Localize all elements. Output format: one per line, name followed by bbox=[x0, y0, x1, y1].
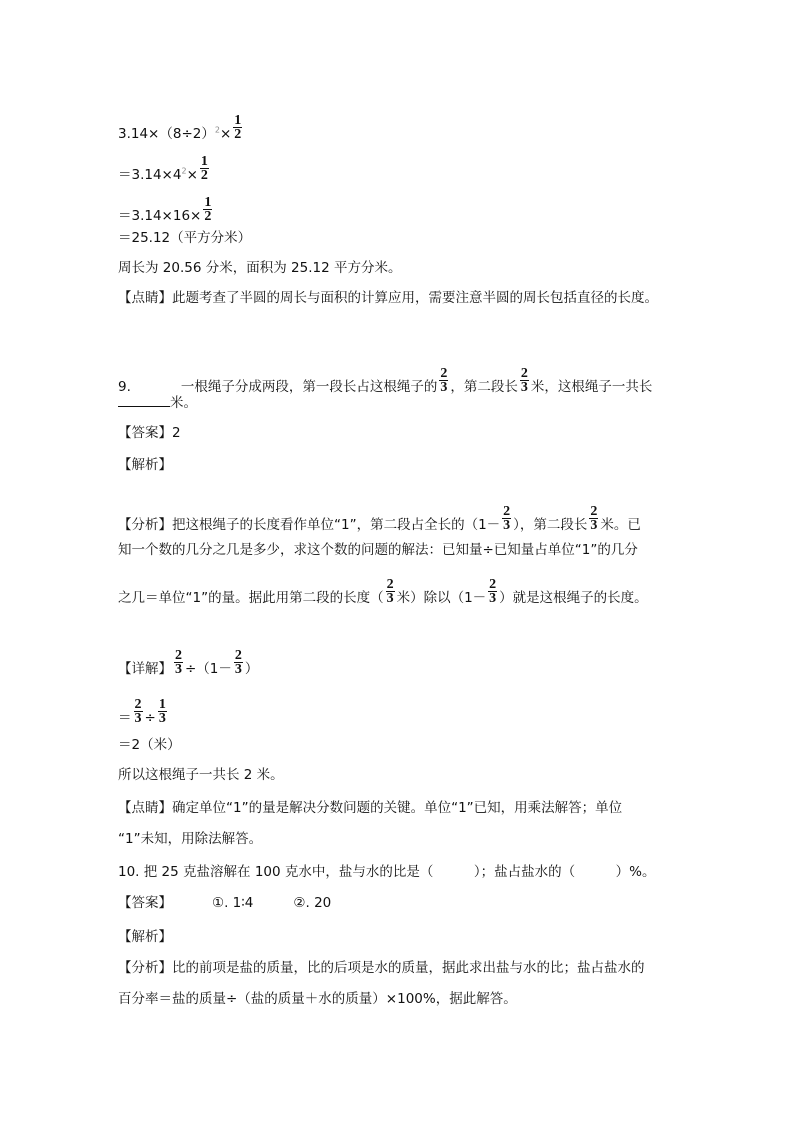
q10-question: 10. 把 25 克盐溶解在 100 克水中，盐与水的比是（ ）；盐占盐水的（ ）%。 bbox=[118, 864, 656, 880]
text: 之几＝单位“1”的量。据此用第二段的长度（ bbox=[118, 590, 384, 606]
calc-line-1 bbox=[118, 114, 244, 142]
numerator: 2 bbox=[489, 577, 497, 592]
denominator: 3 bbox=[503, 518, 511, 533]
fraction-two-thirds bbox=[234, 649, 243, 676]
calc-line-3 bbox=[118, 196, 214, 224]
text: 米。已 bbox=[600, 517, 641, 533]
fraction-half bbox=[203, 196, 212, 223]
calc-line-2 bbox=[118, 155, 211, 183]
denominator: 3 bbox=[590, 518, 598, 533]
q9-tip-1: 【点睛】确定单位“1”的量是解决分数问题的关键。单位“1”已知，用乘法解答；单位 bbox=[118, 800, 623, 816]
text: 米。 bbox=[170, 395, 197, 411]
q9-answer: 【答案】2 bbox=[118, 425, 181, 441]
exponent: 2 bbox=[181, 166, 187, 176]
text: 【详解】 bbox=[118, 661, 172, 677]
q9-analysis-2: 知一个数的几分之几是多少，求这个数的问题的解法：已知量÷已知量占单位“1”的几分 bbox=[118, 542, 638, 558]
numerator: 2 bbox=[590, 504, 598, 519]
denominator: 3 bbox=[158, 711, 166, 726]
numerator: 2 bbox=[234, 648, 242, 663]
answer-2: ②. 20 bbox=[293, 895, 332, 911]
numerator: 2 bbox=[520, 366, 528, 381]
text: × bbox=[219, 126, 232, 142]
fraction-two-thirds bbox=[174, 649, 183, 676]
denominator: 2 bbox=[234, 127, 242, 142]
numerator: 1 bbox=[158, 697, 166, 712]
denominator: 2 bbox=[200, 168, 208, 183]
q8-tip: 【点睛】此题考查了半圆的周长与面积的计算应用，需要注意半圆的周长包括直径的长度。 bbox=[118, 290, 658, 306]
answer-1: ①. 1∶4 bbox=[212, 895, 254, 911]
fraction-two-thirds bbox=[439, 367, 448, 394]
q10-analysis-1: 【分析】比的前项是盐的质量，比的后项是水的质量，据此求出盐与水的比；盐占盐水的 bbox=[118, 960, 645, 976]
question-number: 9. bbox=[118, 379, 131, 395]
fraction-two-thirds bbox=[488, 578, 497, 605]
q9-tip-2: “1”未知，用除法解答。 bbox=[118, 831, 263, 847]
text: ）就是这根绳子的长度。 bbox=[499, 590, 648, 606]
denominator: 3 bbox=[520, 380, 528, 395]
fraction-two-thirds bbox=[134, 698, 143, 725]
numerator: 2 bbox=[134, 697, 142, 712]
numerator: 1 bbox=[200, 154, 208, 169]
fraction-two-thirds bbox=[589, 505, 598, 532]
text: ＝ bbox=[118, 710, 132, 726]
exponent: 2 bbox=[214, 125, 220, 135]
summary: 周长为 20.56 分米，面积为 25.12 平方分米。 bbox=[118, 260, 402, 276]
q10-jiexi: 【解析】 bbox=[118, 929, 172, 945]
q9-jiexi: 【解析】 bbox=[118, 457, 172, 473]
denominator: 3 bbox=[440, 380, 448, 395]
text: 米）除以（1－ bbox=[396, 590, 487, 606]
fraction-one-third bbox=[158, 698, 167, 725]
numerator: 2 bbox=[386, 577, 394, 592]
text: ÷（1－ bbox=[185, 661, 232, 677]
text: ），第二段长 bbox=[513, 517, 588, 533]
q9-analysis-1 bbox=[118, 505, 641, 533]
q9-analysis-3 bbox=[118, 578, 648, 606]
fraction-two-thirds bbox=[502, 505, 511, 532]
q9-detail-4: 所以这根绳子一共长 2 米。 bbox=[118, 767, 284, 783]
fraction-two-thirds bbox=[386, 578, 395, 605]
text: ，第二段长 bbox=[450, 379, 518, 395]
text: 3.14×（8÷2） bbox=[118, 126, 215, 142]
numerator: 2 bbox=[503, 504, 511, 519]
text: ÷ bbox=[144, 710, 156, 726]
answer-blank bbox=[118, 406, 170, 407]
denominator: 2 bbox=[204, 209, 212, 224]
denominator: 3 bbox=[386, 591, 394, 606]
numerator: 1 bbox=[234, 113, 242, 128]
denominator: 3 bbox=[175, 662, 182, 677]
text: 一根绳子分成两段，第一段长占这根绳子的 bbox=[180, 379, 438, 395]
q9-question-cont bbox=[118, 395, 197, 411]
denominator: 3 bbox=[489, 591, 497, 606]
answer-label: 【答案】 bbox=[118, 895, 172, 911]
numerator: 2 bbox=[440, 366, 448, 381]
denominator: 3 bbox=[234, 662, 242, 677]
text: 米，这根绳子一共长 bbox=[530, 379, 653, 395]
q9-detail-3: ＝2（米） bbox=[118, 737, 181, 753]
q9-detail-1 bbox=[118, 649, 258, 677]
text: ＝3.14×4 bbox=[118, 167, 182, 183]
denominator: 3 bbox=[134, 711, 142, 726]
numerator: 1 bbox=[204, 195, 212, 210]
numerator: 2 bbox=[175, 648, 182, 663]
text: ） bbox=[244, 661, 259, 677]
text: 【分析】把这根绳子的长度看作单位“1”，第二段占全长的（1－ bbox=[118, 517, 501, 533]
calc-line-4: ＝25.12（平方分米） bbox=[118, 230, 252, 246]
q10-answer bbox=[118, 895, 331, 911]
text: × bbox=[186, 167, 198, 183]
q9-question bbox=[118, 367, 652, 395]
q10-analysis-2: 百分率＝盐的质量÷（盐的质量＋水的质量）×100%，据此解答。 bbox=[118, 991, 517, 1007]
text: ＝3.14×16× bbox=[118, 208, 202, 224]
fraction-half bbox=[200, 155, 209, 182]
q9-detail-2 bbox=[118, 698, 169, 726]
fraction-two-thirds bbox=[520, 367, 529, 394]
fraction-half bbox=[233, 114, 242, 141]
